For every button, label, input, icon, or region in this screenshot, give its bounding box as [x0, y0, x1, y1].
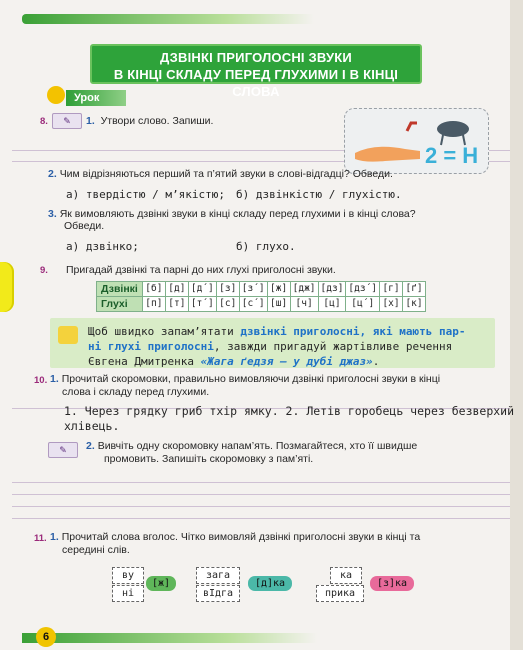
word-part-top: ка: [330, 567, 362, 584]
lesson-title: [90, 44, 422, 99]
sound-cell: [т]: [165, 297, 188, 312]
voiced-row: [97, 282, 426, 297]
ex11-task-1-cont: середині слів.: [62, 544, 130, 556]
sounds-table: [96, 281, 426, 312]
sound-cell: [ч]: [290, 297, 318, 312]
lightbulb-icon: [47, 86, 65, 104]
exercise-10-number: 10.: [34, 375, 48, 386]
tongue-twister-line-2: хлівець.: [64, 419, 120, 433]
sound-chip: [ж]: [146, 576, 176, 591]
pointing-hand-icon: [355, 147, 420, 162]
bottom-decor-bar: [22, 633, 317, 643]
pair-work-icon: ✎: [52, 113, 82, 129]
voiceless-label: Глухі: [97, 297, 143, 312]
urok-label: Урок: [66, 90, 126, 106]
page-number: 6: [36, 627, 56, 647]
title-line-2: В КІНЦІ СКЛАДУ ПЕРЕД ГЛУХИМИ І В КІНЦІ СЛОВА: [113, 67, 399, 99]
ex8-task-3: 3. Як вимовляють дзвінкі звуки в кінці складу перед глухими і в кінці слова?: [48, 208, 416, 220]
q3-option-a[interactable]: а) дзвінко;: [66, 240, 139, 253]
word-part-bottom: прика: [316, 585, 364, 602]
exercise-8-number: 8.: [40, 116, 48, 127]
sound-cell: [ж]: [267, 282, 290, 297]
sound-cell: [с´]: [239, 297, 267, 312]
ex10-task-1-cont: слова і складу перед глухими.: [62, 386, 210, 398]
apostrophe-mark: [407, 123, 417, 131]
sound-cell: [ґ]: [403, 282, 426, 297]
sound-cell: [с]: [216, 297, 239, 312]
word-part-bottom: ні: [112, 585, 144, 602]
top-decor-bar: [22, 14, 314, 24]
ex8-task-3-cont: Обведи.: [64, 220, 105, 232]
exercise-11-number: 11.: [34, 533, 47, 544]
sound-chip: [д]ка: [248, 576, 292, 591]
sound-cell: [ш]: [267, 297, 290, 312]
word-part-bottom: вІдга: [196, 585, 240, 602]
word-part-top: ву: [112, 567, 144, 584]
ruled-line: [12, 482, 510, 483]
goat-icon: [437, 121, 469, 137]
rebus-formula: 2 = Н: [425, 143, 479, 168]
sound-cell: [х]: [380, 297, 403, 312]
ex10-task-1: 1. Прочитай скоромовки, правильно вимовляючи дзвінкі приголосні звуки в кінці: [50, 373, 441, 385]
sound-cell: [к]: [403, 297, 426, 312]
ex11-task-1: 1. Прочитай слова вголос. Чітко вимовляй дзвінкі приголосні звуки в кінці та: [50, 531, 421, 543]
sound-cell: [д´]: [188, 282, 216, 297]
ex9-task: Пригадай дзвінкі та парні до них глухі приголосні звуки.: [66, 264, 336, 276]
word-part-top: зага: [196, 567, 240, 584]
q2-option-a[interactable]: а) твердістю / м’якістю;: [66, 188, 225, 201]
sound-cell: [з´]: [239, 282, 267, 297]
rebus-picture: [344, 108, 489, 174]
rebus-illustration: [345, 109, 488, 173]
sound-cell: [б]: [142, 282, 165, 297]
sound-cell: [п]: [142, 297, 165, 312]
sound-cell: [г]: [380, 282, 403, 297]
side-tab: [0, 262, 14, 312]
ex8-task-1: 1. Утвори слово. Запиши.: [86, 115, 214, 127]
sound-cell: [дж]: [290, 282, 318, 297]
memo-text: Щоб швидко запам’ятати дзвінкі приголосні, які мають пар- ні глухі приголосні, завжди пригадуй жартівливе речення Євгена Дмитренка «Жага ґедзя — у дубі джаз».: [88, 325, 466, 368]
sound-cell: [т´]: [188, 297, 216, 312]
voiced-label: Дзвінкі: [97, 282, 143, 297]
sound-chip: [з]ка: [370, 576, 414, 591]
tongue-twister-line-1: 1. Через грядку гриб тхір ямку. 2. Летів горобець через безверхий: [64, 404, 515, 418]
sound-cell: [дз]: [318, 282, 346, 297]
ruled-line: [12, 506, 510, 507]
ex8-task-2: 2. Чим відрізняються перший та п’ятий звуки в слові-відгадці? Обведи.: [48, 168, 393, 180]
page-edge: [510, 0, 523, 650]
q2-option-b[interactable]: б) дзвінкістю / глухістю.: [236, 188, 402, 201]
ruled-line: [12, 518, 510, 519]
title-line-1: ДЗВІНКІ ПРИГОЛОСНІ ЗВУКИ: [160, 50, 352, 65]
sound-cell: [д]: [165, 282, 188, 297]
sound-cell: [з]: [216, 282, 239, 297]
exercise-9-number: 9.: [40, 265, 48, 276]
q3-option-b[interactable]: б) глухо.: [236, 240, 296, 253]
voiceless-row: [97, 297, 426, 312]
sound-cell: [дз´]: [346, 282, 380, 297]
ex10-task-2-cont: промовить. Запишіть скоромовку з пам’яті.: [104, 453, 314, 465]
sound-cell: [ц´]: [346, 297, 380, 312]
sound-cell: [ц]: [318, 297, 346, 312]
group-work-icon: ✎: [48, 442, 78, 458]
ruled-line: [12, 494, 510, 495]
smiley-note-icon: [58, 326, 78, 344]
ex10-task-2: 2. Вивчіть одну скоромовку напам’ять. Позмагайтеся, хто її швидше: [86, 440, 418, 452]
